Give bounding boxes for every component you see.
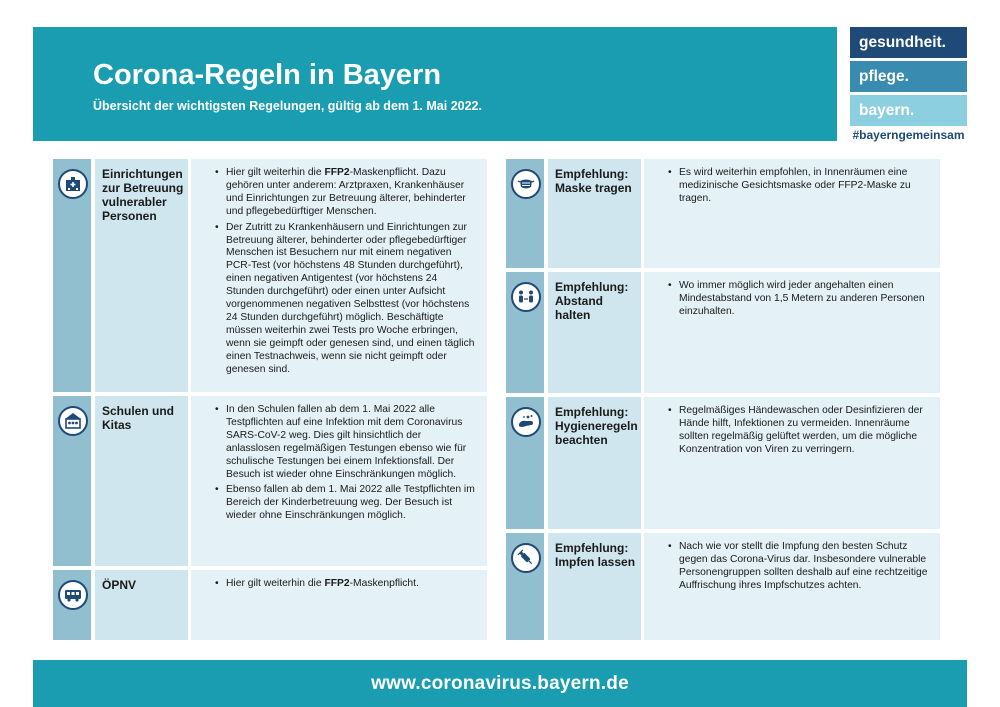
bus-icon: [58, 580, 88, 610]
brand-logo-gesundheit: gesundheit.: [850, 27, 967, 58]
rule-text: [668, 541, 930, 596]
rule-row-hygiene: [506, 397, 940, 529]
rule-row-schools: [53, 396, 487, 566]
rule-text: [668, 405, 930, 460]
page-subtitle: Übersicht der wichtigsten Regelungen, gültig ab dem 1. Mai 2022.: [93, 99, 482, 113]
rule-title: Empfehlung: Maske tragen: [555, 167, 632, 195]
rule-text: [215, 578, 477, 594]
rule-row-vaccine: [506, 533, 940, 640]
distance-icon: [511, 282, 541, 312]
hospital-icon: [58, 169, 88, 199]
rule-text: [668, 167, 930, 209]
rule-title: ÖPNV: [102, 578, 137, 592]
brand-logo-bayern: bayern.: [850, 95, 967, 126]
rule-title: Empfehlung: Impfen lassen: [555, 541, 636, 569]
list-item: • Es wird weiterhin empfohlen, in Innenräumen eine medizinische Gesichtsmaske oder FFP2-Maske zu tragen.: [668, 167, 930, 206]
brand-logo-pflege: pflege.: [850, 61, 967, 92]
list-item: • Wo immer möglich wird jeder angehalten einen Mindestabstand von 1,5 Metern zu anderen Personen einzuhalten.: [668, 280, 930, 319]
rule-row-oepnv: [53, 570, 487, 640]
page-title: Corona-Regeln in Bayern: [93, 59, 442, 91]
website-link[interactable]: www.coronavirus.bayern.de: [371, 672, 629, 694]
school-icon: [58, 406, 88, 436]
rule-row-vulnerable: [53, 159, 487, 392]
rule-title: Empfehlung: Abstand halten: [555, 280, 629, 322]
list-item: • Nach wie vor stellt die Impfung den besten Schutz gegen das Corona-Virus dar. Insbesondere vulnerable Personengruppen sollten deshalb auf eine rechtzeitige Auffrischung ihres Impfschutzes achten.: [668, 541, 930, 593]
hashtag: #bayerngemeinsam: [852, 128, 965, 142]
rule-row-mask: [506, 159, 940, 268]
rule-title: Einrichtungen zur Betreuung vulnerabler Personen: [102, 167, 184, 223]
handwash-icon: [511, 407, 541, 437]
list-item: • Hier gilt weiterhin die FFP2-Maskenpflicht. Dazu gehören unter anderem: Arztpraxen, Krankenhäuser und Einrichtungen zur Betreuung älterer, behinderter und pflegebedürftiger Menschen.: [215, 167, 477, 219]
footer-url[interactable]: [33, 660, 967, 707]
face-mask-icon: [511, 169, 541, 199]
rule-title: Empfehlung: Hygieneregeln beachten: [555, 405, 638, 447]
rule-text: [215, 167, 477, 380]
header-banner: [33, 27, 837, 141]
list-item: • Der Zutritt zu Krankenhäusern und Einrichtungen zur Betreuung älterer, behinderter oder pflegebedürftiger Menschen ist Besuchern nur mit einem negativen PCR-Test (vor höchstens 48 Stunden durchgeführt), einen negativen Antigentest (vor höchstens 24 Stunden durchgeführt) oder einen unter Aufsicht vorgenommenen negativen Selbsttest (vor höchstens 24 Stunden durchgeführt) möglich. Beschäftigte müssen weiterhin zwei Tests pro Woche erbringen, wenn sie geimpft oder genesen sind, und einen täglich einen Testnachweis, wenn sie nicht geimpft oder genesen sind.: [215, 222, 477, 377]
rule-text: [215, 404, 477, 526]
rule-title: Schulen und Kitas: [102, 404, 174, 432]
list-item: • Hier gilt weiterhin die FFP2-Maskenpflicht.: [215, 578, 477, 591]
rule-text: [668, 280, 930, 322]
list-item: • In den Schulen fallen ab dem 1. Mai 2022 alle Testpflichten auf eine Infektion mit dem Coronavirus SARS-CoV-2 weg. Dies gilt hinsichtlich der anlasslosen regelmäßigen Testungen ebenso wie für schulische Testungen bei einem Infektionsfall. Der Besuch ist wieder ohne Einschränkungen möglich.: [215, 404, 477, 481]
list-item: • Ebenso fallen ab dem 1. Mai 2022 alle Testpflichten im Bereich der Kinderbetreuung weg. Der Besuch ist wieder ohne Einschränkungen möglich.: [215, 484, 477, 523]
rule-row-distance: [506, 272, 940, 393]
vaccine-icon: [511, 543, 541, 573]
list-item: • Regelmäßiges Händewaschen oder Desinfizieren der Hände hilft, Infektionen zu vermeiden. Innenräume sollten regelmäßig gelüftet werden, um die mögliche Konzentration von Viren zu verringern.: [668, 405, 930, 457]
